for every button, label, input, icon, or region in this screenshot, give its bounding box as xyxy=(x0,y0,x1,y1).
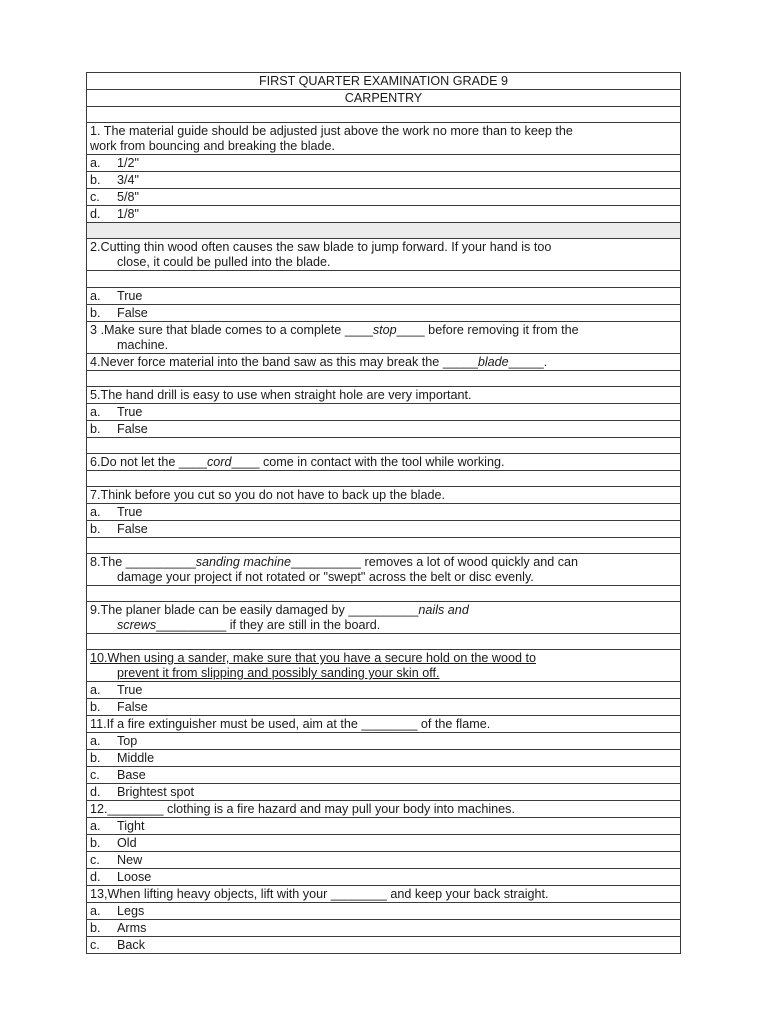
option-text: Back xyxy=(117,938,145,952)
question-2-line-1: 2.Cutting thin wood often causes the saw blade to jump forward. If your hand is too xyxy=(90,240,552,254)
question-1-line-1: 1. The material guide should be adjusted just above the work no more than to keep the xyxy=(90,124,573,138)
question-11-option-c xyxy=(87,767,680,784)
question-13-option-a xyxy=(87,903,680,920)
blank-line: _____ xyxy=(508,355,544,369)
question-10-option-b xyxy=(87,699,680,716)
option-letter: a. xyxy=(90,734,101,748)
option-text: Brightest spot xyxy=(117,785,195,799)
option-text: 3/4" xyxy=(117,173,139,187)
spacer-row xyxy=(87,271,680,288)
question-7-option-b xyxy=(87,521,680,538)
question-9-text: 9.The planer blade can be easily damaged by xyxy=(90,603,349,617)
option-letter: b. xyxy=(90,422,101,436)
question-8-answer: sanding machine xyxy=(195,555,291,569)
blank-line: _____ xyxy=(442,355,478,369)
blank-line: __________ xyxy=(125,555,196,569)
option-letter: c. xyxy=(90,768,100,782)
option-text: True xyxy=(117,289,143,303)
option-text: 1/2" xyxy=(117,156,139,170)
question-13-option-b xyxy=(87,920,680,937)
option-text: True xyxy=(117,405,143,419)
option-text: False xyxy=(117,306,148,320)
blank-line: __________ xyxy=(156,618,227,632)
question-4-answer: blade xyxy=(477,355,509,369)
question-5-text: The hand drill is easy to use when straight hole are very important. xyxy=(100,388,472,402)
question-1-option-c xyxy=(87,189,680,206)
question-7-option-a xyxy=(87,504,680,521)
question-1-option-a xyxy=(87,155,680,172)
question-8-line-2: damage your project if not rotated or "swept" across the belt or disc evenly. xyxy=(117,570,534,584)
question-10 xyxy=(87,650,680,682)
option-text: True xyxy=(117,683,143,697)
question-5-option-a xyxy=(87,404,680,421)
blank-line: ____ xyxy=(231,455,260,469)
option-letter: b. xyxy=(90,921,101,935)
question-11-option-b xyxy=(87,750,680,767)
question-3-text: 3 .Make sure that blade comes to a complete xyxy=(90,323,345,337)
question-9-answer-part-2: screws xyxy=(117,618,157,632)
spacer-row xyxy=(87,223,680,239)
option-letter: a. xyxy=(90,405,101,419)
question-2-option-a xyxy=(87,288,680,305)
exam-sheet xyxy=(86,72,681,954)
spacer-row xyxy=(87,438,680,454)
question-6-text-after: come in contact with the tool while working. xyxy=(259,455,505,469)
blank-line: __________ xyxy=(348,603,419,617)
option-letter: b. xyxy=(90,700,101,714)
question-3-line-1 xyxy=(90,323,677,338)
option-letter: a. xyxy=(90,156,101,170)
option-letter: b. xyxy=(90,836,101,850)
blank-line: ____ xyxy=(178,455,207,469)
option-text: False xyxy=(117,700,148,714)
option-text: Base xyxy=(117,768,146,782)
option-letter: a. xyxy=(90,505,101,519)
question-11-option-d xyxy=(87,784,680,801)
spacer-row xyxy=(87,371,680,387)
question-8-text: 8.The xyxy=(90,555,126,569)
question-6-answer: cord xyxy=(206,455,232,469)
option-letter: a. xyxy=(90,819,101,833)
exam-subject: CARPENTRY xyxy=(87,90,680,107)
option-letter: b. xyxy=(90,173,101,187)
question-12-option-d xyxy=(87,869,680,886)
question-9-line-2 xyxy=(90,618,677,633)
option-text: Top xyxy=(117,734,138,748)
option-letter: d. xyxy=(90,207,101,221)
blank-line: ____ xyxy=(344,323,373,337)
exam-title: FIRST QUARTER EXAMINATION GRADE 9 xyxy=(87,73,680,90)
question-5-option-b xyxy=(87,421,680,438)
question-8-line-1 xyxy=(90,555,677,570)
question-10-line-2 xyxy=(90,666,677,681)
question-10-line-2-text: prevent it from slipping and possibly sanding your skin off. xyxy=(117,666,440,680)
question-9-line-1 xyxy=(90,603,677,618)
option-text: Tight xyxy=(117,819,145,833)
question-4-text-after: . xyxy=(543,355,548,369)
question-5 xyxy=(87,387,680,404)
question-5-number: 5. xyxy=(90,388,101,402)
question-9 xyxy=(87,602,680,634)
option-text: New xyxy=(117,853,143,867)
option-letter: a. xyxy=(90,904,101,918)
question-4-number: 4. xyxy=(90,355,101,369)
question-11-option-a xyxy=(87,733,680,750)
question-1-line-2: work from bouncing and breaking the blade. xyxy=(90,139,336,153)
option-text: Old xyxy=(117,836,137,850)
question-6 xyxy=(87,454,680,471)
question-3 xyxy=(87,322,680,354)
question-3-text-after: before removing it from the xyxy=(424,323,579,337)
option-text: False xyxy=(117,422,148,436)
option-letter: a. xyxy=(90,289,101,303)
question-9-answer-part-1: nails and xyxy=(418,603,469,617)
option-letter: d. xyxy=(90,870,101,884)
option-text: True xyxy=(117,505,143,519)
blank-line: ____ xyxy=(396,323,425,337)
option-letter: c. xyxy=(90,853,100,867)
question-3-answer: stop xyxy=(372,323,397,337)
question-8 xyxy=(87,554,680,586)
question-8-text-after: removes a lot of wood quickly and can xyxy=(361,555,579,569)
question-4 xyxy=(87,354,680,371)
question-12-option-b xyxy=(87,835,680,852)
option-letter: b. xyxy=(90,522,101,536)
option-text: Middle xyxy=(117,751,155,765)
option-text: Loose xyxy=(117,870,152,884)
option-text: 5/8" xyxy=(117,190,139,204)
option-text: 1/8" xyxy=(117,207,139,221)
question-2 xyxy=(87,239,680,271)
question-11: 11.If a fire extinguisher must be used, aim at the ________ of the flame. xyxy=(87,716,680,733)
question-7: 7.Think before you cut so you do not have to back up the blade. xyxy=(87,487,680,504)
question-6-text: 6.Do not let the xyxy=(90,455,179,469)
option-text: False xyxy=(117,522,148,536)
question-4-text: Never force material into the band saw as this may break the xyxy=(100,355,443,369)
option-text: Legs xyxy=(117,904,145,918)
question-1-option-b xyxy=(87,172,680,189)
option-letter: b. xyxy=(90,751,101,765)
question-13-option-c xyxy=(87,937,680,953)
option-text: Arms xyxy=(117,921,147,935)
question-1 xyxy=(87,123,680,155)
spacer-row xyxy=(87,107,680,123)
spacer-row xyxy=(87,538,680,554)
question-9-text-after: if they are still in the board. xyxy=(226,618,381,632)
option-letter: a. xyxy=(90,683,101,697)
question-12-option-a xyxy=(87,818,680,835)
question-12-option-c xyxy=(87,852,680,869)
option-letter: c. xyxy=(90,938,100,952)
option-letter: d. xyxy=(90,785,101,799)
option-letter: c. xyxy=(90,190,100,204)
question-10-option-a xyxy=(87,682,680,699)
question-2-line-2: close, it could be pulled into the blade. xyxy=(117,255,331,269)
question-2-option-b xyxy=(87,305,680,322)
question-13: 13,When lifting heavy objects, lift with your ________ and keep your back straight. xyxy=(87,886,680,903)
spacer-row xyxy=(87,471,680,487)
question-10-line-1: 10.When using a sander, make sure that you have a secure hold on the wood to xyxy=(90,651,536,665)
question-1-option-d xyxy=(87,206,680,223)
spacer-row xyxy=(87,634,680,650)
spacer-row xyxy=(87,586,680,602)
blank-line: __________ xyxy=(290,555,362,569)
question-3-line-2: machine. xyxy=(117,338,169,352)
question-12: 12.________ clothing is a fire hazard and may pull your body into machines. xyxy=(87,801,680,818)
option-letter: b. xyxy=(90,306,101,320)
